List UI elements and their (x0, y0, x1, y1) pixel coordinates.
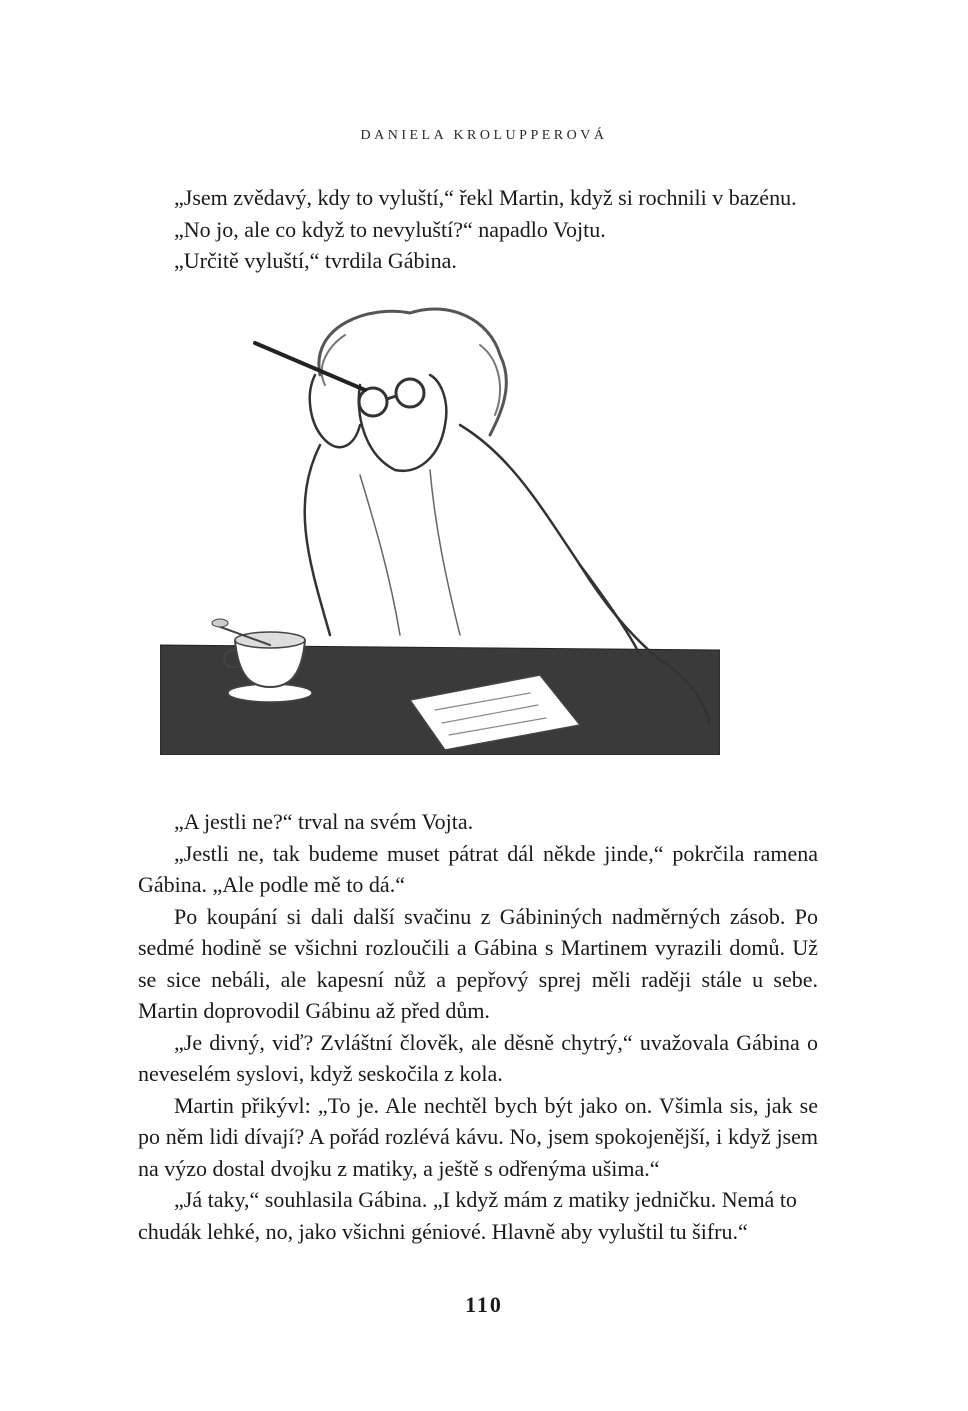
illustration-man-at-desk (160, 305, 720, 755)
paragraph: „Jsem zvědavý, kdy to vyluští,“ řekl Martin, když si rochnili v bazénu. (174, 185, 797, 210)
text-block-bottom (138, 806, 818, 1247)
paragraph: „No jo, ale co když to nevyluští?“ napadlo Vojtu. (174, 216, 606, 242)
text-block-top (138, 182, 818, 277)
paragraph: „Já taky,“ souhlasila Gábina. „I když mám z matiky jedničku. Nemá to chudák lehké, no, jako všichni géniové. Hlavně aby vyluštil tu šifru.“ (138, 1187, 797, 1244)
page-number: 110 (465, 1292, 503, 1317)
paragraph: „Jestli ne, tak budeme muset pátrat dál někde jinde,“ pokrčila ramena Gábina. „Ale podle mě to dá.“ (138, 840, 818, 897)
paragraph: Martin přikývl: „To je. Ale nechtěl bych být jako on. Všimla sis, jak se po něm lidi dívají? A pořád rozlévá kávu. No, jsem spokojenější, i když jsem na výzo dostal dvojku z matiky, a ještě s odřenýma ušima.“ (138, 1092, 818, 1181)
running-head: DANIELA KROLUPPEROVÁ (360, 128, 608, 143)
paragraph: „Určitě vyluští,“ tvrdila Gábina. (174, 248, 457, 273)
paragraph: „Je divný, viď? Zvláštní člověk, ale děsně chytrý,“ uvažovala Gábina o neveselém syslovi, když seskočila z kola. (138, 1029, 818, 1086)
paragraph: „A jestli ne?“ trval na svém Vojta. (174, 809, 474, 834)
paragraph: Po koupání si dali další svačinu z Gábininých nadměrných zásob. Po sedmé hodině se všichni rozloučili a Gábina s Martinem vyrazili domů. Už se sice nebáli, ale kapesní nůž a pepřový sprej měli raději stále u sebe. Martin doprovodil Gábinu až před dům. (138, 903, 818, 1023)
